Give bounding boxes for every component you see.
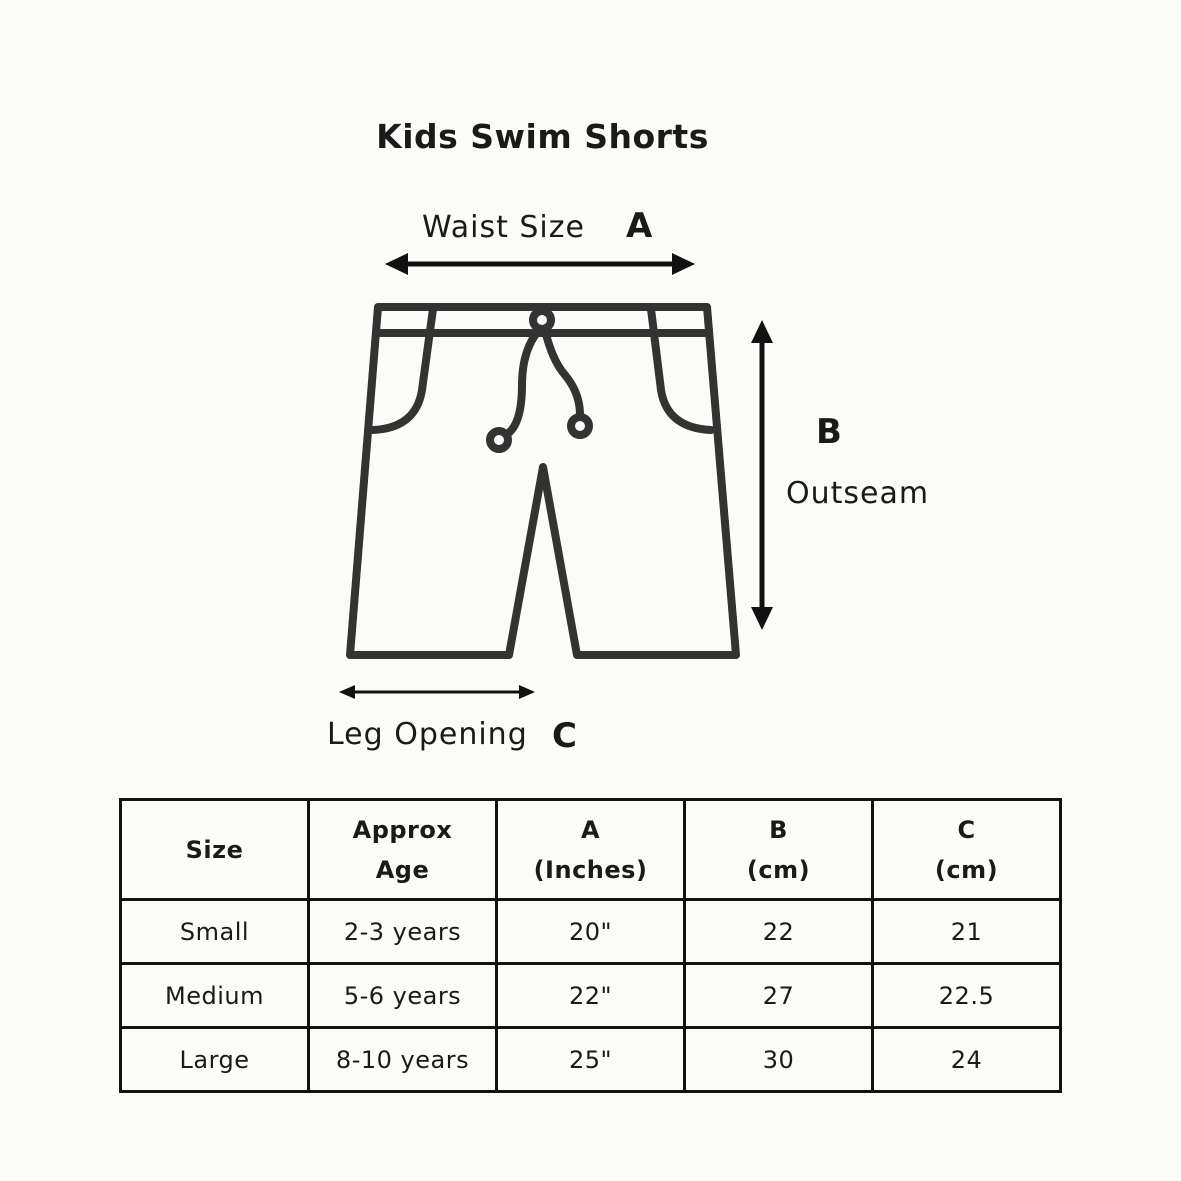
cell-age: 5-6 years xyxy=(309,964,497,1028)
size-chart-table xyxy=(119,798,1062,1093)
cell-age: 8-10 years xyxy=(309,1028,497,1092)
header-size: Size xyxy=(121,800,309,900)
cell-c: 21 xyxy=(873,900,1061,964)
cell-size: Large xyxy=(121,1028,309,1092)
cell-c: 24 xyxy=(873,1028,1061,1092)
cell-size: Medium xyxy=(121,964,309,1028)
leg-opening-label: Leg Opening xyxy=(327,717,528,752)
cell-a: 25" xyxy=(497,1028,685,1092)
waist-letter: A xyxy=(626,206,653,246)
cell-c: 22.5 xyxy=(873,964,1061,1028)
header-approx-age: Approx Age xyxy=(309,800,497,900)
outseam-label: Outseam xyxy=(786,476,930,511)
table-header-row xyxy=(121,800,1061,900)
waist-arrow xyxy=(385,253,695,275)
cell-b: 27 xyxy=(685,964,873,1028)
leg-opening-arrow xyxy=(339,685,535,699)
cell-size: Small xyxy=(121,900,309,964)
cell-age: 2-3 years xyxy=(309,900,497,964)
waist-size-label: Waist Size xyxy=(422,210,585,245)
shorts-illustration xyxy=(350,307,736,655)
cell-a: 22" xyxy=(497,964,685,1028)
header-c-cm: C (cm) xyxy=(873,800,1061,900)
table-row xyxy=(121,900,1061,964)
outseam-arrow xyxy=(751,320,773,630)
outseam-letter: B xyxy=(816,412,842,452)
cell-b: 30 xyxy=(685,1028,873,1092)
leg-opening-letter: C xyxy=(552,716,577,756)
cell-a: 20" xyxy=(497,900,685,964)
cell-b: 22 xyxy=(685,900,873,964)
page-title: Kids Swim Shorts xyxy=(376,117,709,156)
header-a-inches: A (Inches) xyxy=(497,800,685,900)
table-row xyxy=(121,964,1061,1028)
table-row xyxy=(121,1028,1061,1092)
header-b-cm: B (cm) xyxy=(685,800,873,900)
